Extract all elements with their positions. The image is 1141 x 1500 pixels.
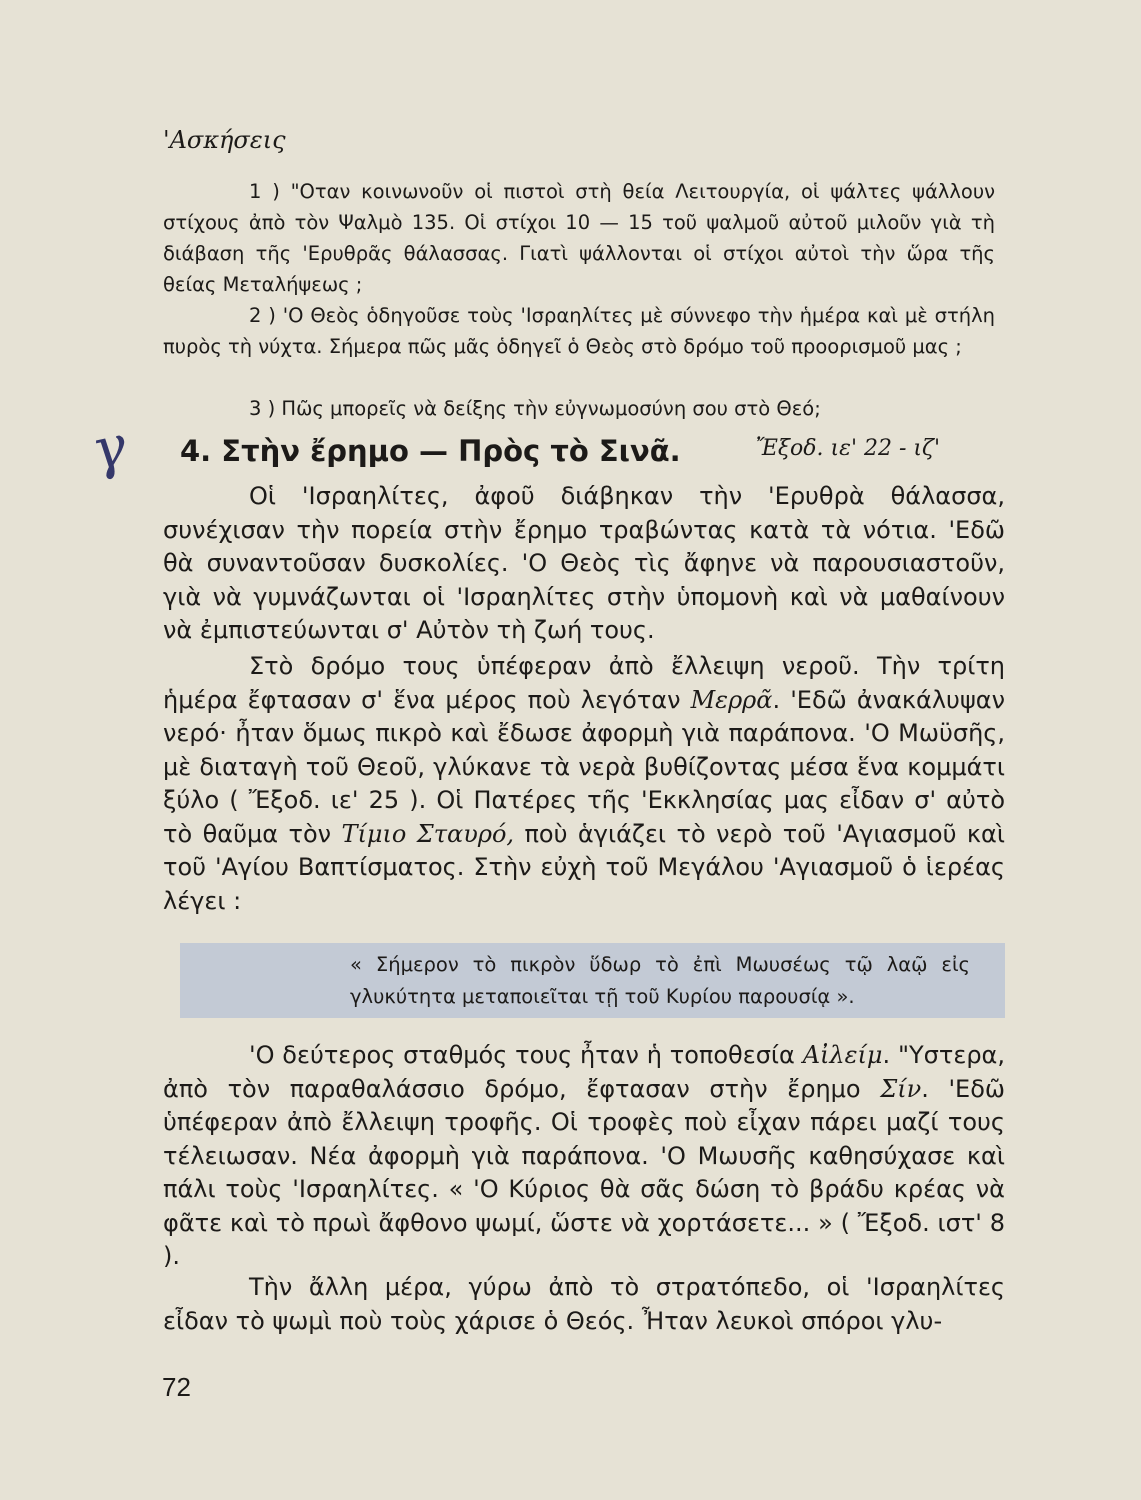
place-sin: Σίν [880,1074,922,1103]
paragraph-3-text-b: . "Υστερα, ἀπὸ τὸν παραθαλάσσιο δρόμο, ἔφτασαν στὴν ἔρημο [163,1041,1005,1103]
handwritten-margin-mark: γ [85,413,132,484]
paragraph-2-text-c: ποὺ ἁγιάζει τὸ νερὸ τοῦ 'Αγιασμοῦ καὶ τοῦ 'Αγίου Βαπτίσματος. Στὴν εὐχὴ τοῦ Μεγάλου 'Αγιασμοῦ ὁ ἱερέας λέγει : [163,819,1005,915]
paragraph-2-text-b: . 'Εδῶ ἀνακάλυψαν νερό· ἦταν ὅμως πικρὸ καὶ ἔδωσε ἀφορμὴ γιὰ παράπονα. 'Ο Μωϋσῆς, μὲ διαταγὴ τοῦ Θεοῦ, γλύκανε τὰ νερὰ βυθίζοντας μέσα ἕνα κομμάτι ξύλο ( Ἔξοδ. ιε' 25 ). Οἱ Πατέρες τῆς 'Εκκλησίας μας εἶδαν σ' αὐτὸ τὸ θαῦμα τὸν [163,685,1005,848]
paragraph-3-text-c: . 'Εδῶ ὑπέφεραν ἀπὸ ἔλλειψη τροφῆς. Οἱ τροφὲς ποὺ εἶχαν πάρει μαζί τους τέλειωσαν. Νέα ἀφορμὴ γιὰ παράπονα. 'Ο Μωυσῆς καθησύχασε καὶ πάλι τοὺς 'Ισραηλίτες. « 'Ο Κύριος θὰ σᾶς δώση τὸ βράδυ κρέας νὰ φᾶτε καὶ τὸ πρωὶ ἄφθονο ψωμί, ὥστε νὰ χορτάσετε... » ( Ἔξοδ. ιστ' 8 ). [163,1074,1005,1270]
place-merra: Μερρᾶ [690,685,773,714]
paragraph-1: Οἱ 'Ισραηλίτες, ἀφοῦ διάβηκαν τὴν 'Ερυθρὰ θάλασσα, συνέχισαν τὴν πορεία στὴν ἔρημο τραβώντας κατὰ τὰ νότια. 'Εδῶ θὰ συναντοῦσαν δυσκολίες. 'Ο Θεὸς τὶς ἄφηνε νὰ παρουσιαστοῦν, γιὰ νὰ γυμνάζωνται οἱ 'Ισραηλίτες στὴν ὑπομονὴ καὶ νὰ μαθαίνουν νὰ ἐμπιστεύωνται σ' Αὐτὸν τὴ ζωή τους. [163,482,1005,644]
exercise-question-3: 3 ) Πῶς μπορεῖς νὰ δείξης τὴν εὐγνωμοσύνη σου στὸ Θεό; [249,397,821,420]
paragraph-3-text-a: 'Ο δεύτερος σταθμός τους ἦταν ἡ τοποθεσία [249,1041,803,1069]
exercise-question-2: 2 ) 'Ο Θεὸς ὁδηγοῦσε τοὺς 'Ισραηλίτες μὲ σύννεφο τὴν ἡμέρα καὶ μὲ στήλη πυρὸς τὴ νύχτα. Σήμερα πῶς μᾶς ὁδηγεῖ ὁ Θεὸς στὸ δρόμο τοῦ προορισμοῦ μας ; [163,304,995,358]
page-number: 72 [162,1372,191,1402]
place-aileim: Αἰλείμ [802,1041,883,1069]
paragraph-3 [163,1039,1005,1274]
quote-highlight [180,943,1005,1018]
section-title: 4. Στὴν ἔρημο — Πρὸς τὸ Σινᾶ. [180,434,681,468]
section-heading [180,434,940,474]
paragraph-4: Τὴν ἄλλη μέρα, γύρω ἀπὸ τὸ στρατόπεδο, οἱ 'Ισραηλίτες εἶδαν τὸ ψωμὶ ποὺ τοὺς χάρισε ὁ Θεός. Ἦταν λευκοὶ σπόροι γλυ- [163,1273,1005,1335]
timio-stavro: Τίμιο Σταυρό, [341,819,515,848]
paragraph-2 [163,650,1005,918]
exercises-title: 'Ασκήσεις [163,126,286,154]
section-reference: Ἔξοδ. ιε' 22 - ιζ' [755,436,940,461]
paragraph-2-text-a: Στὸ δρόμο τους ὑπέφεραν ἀπὸ ἔλλειψη νεροῦ. Τὴν τρίτη ἡμέρα ἔφτασαν σ' ἕνα μέρος ποὺ λεγόταν [163,652,1005,714]
liturgical-quote: « Σήμερον τὸ πικρὸν ὕδωρ τὸ ἐπὶ Μωυσέως τῷ λαῷ εἰς γλυκύτητα μεταποιεῖται τῇ τοῦ Κυρίου παρουσίᾳ ». [350,953,970,1008]
exercise-question-1: 1 ) "Οταν κοινωνοῦν οἱ πιστοὶ στὴ θεία Λειτουργία, οἱ ψάλτες ψάλλουν στίχους ἀπὸ τὸν Ψαλμὸ 135. Οἱ στίχοι 10 — 15 τοῦ ψαλμοῦ αὐτοῦ μιλοῦν γιὰ τὴ διάβαση τῆς 'Ερυθρᾶς θάλασσας. Γιατὶ ψάλλονται οἱ στίχοι αὐτοὶ τὴν ὥρα τῆς θείας Μεταλήψεως ; [163,180,995,296]
